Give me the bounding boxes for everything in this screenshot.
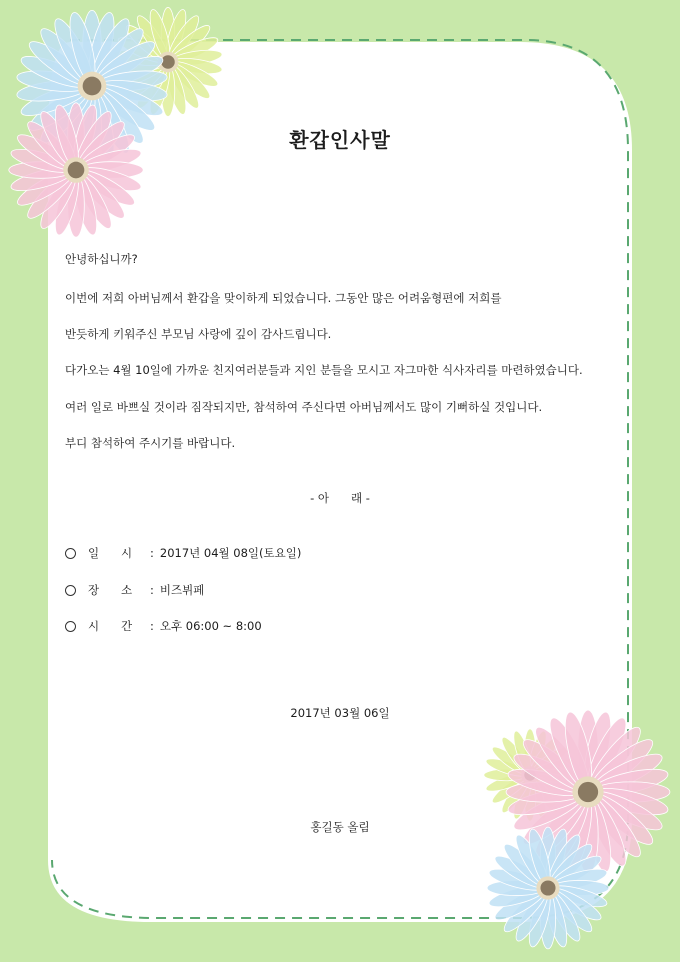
paragraph-4: 여러 일로 바쁘실 것이라 짐작되지만, 참석하여 주신다면 아버님께서도 많이 기뻐하실 것입니다. [65, 400, 543, 414]
detail-separator: : [150, 619, 154, 633]
detail-value: 오후 06:00 ~ 8:00 [159, 619, 262, 633]
detail-label: 시 간 [88, 619, 133, 633]
paragraph-1: 이번에 저희 아버님께서 환갑을 맞이하게 되었습니다. 그동안 많은 어려움형편에 저희를 [65, 291, 502, 305]
paragraph-greeting: 안녕하십니까? [65, 252, 138, 266]
detail-separator: : [150, 583, 154, 597]
paragraph-2: 반듯하게 키워주신 부모님 사랑에 깊이 감사드립니다. [65, 327, 332, 341]
circle-bullet-icon [65, 548, 76, 559]
circle-bullet-icon [65, 621, 76, 632]
signature: 홍길동 올림 [310, 820, 370, 834]
detail-separator: : [150, 546, 154, 560]
letter-date: 2017년 03월 06일 [290, 706, 390, 720]
detail-row-time [65, 618, 262, 634]
detail-row-date [65, 545, 301, 561]
detail-value: 2017년 04월 08일(토요일) [159, 546, 302, 560]
paragraph-3: 다가오는 4월 10일에 가까운 친지여러분들과 지인 분들을 모시고 자그마한 식사자리를 마련하였습니다. [65, 363, 583, 377]
circle-bullet-icon [65, 585, 76, 596]
detail-label: 일 시 [88, 546, 133, 560]
notice-heading: - 아 래 - [310, 491, 370, 505]
page-title: 환갑인사말 [289, 128, 391, 152]
detail-label: 장 소 [88, 583, 133, 597]
detail-value: 비즈뷔페 [159, 583, 205, 597]
paragraph-5: 부디 참석하여 주시기를 바랍니다. [65, 436, 236, 450]
detail-row-place [65, 582, 204, 598]
